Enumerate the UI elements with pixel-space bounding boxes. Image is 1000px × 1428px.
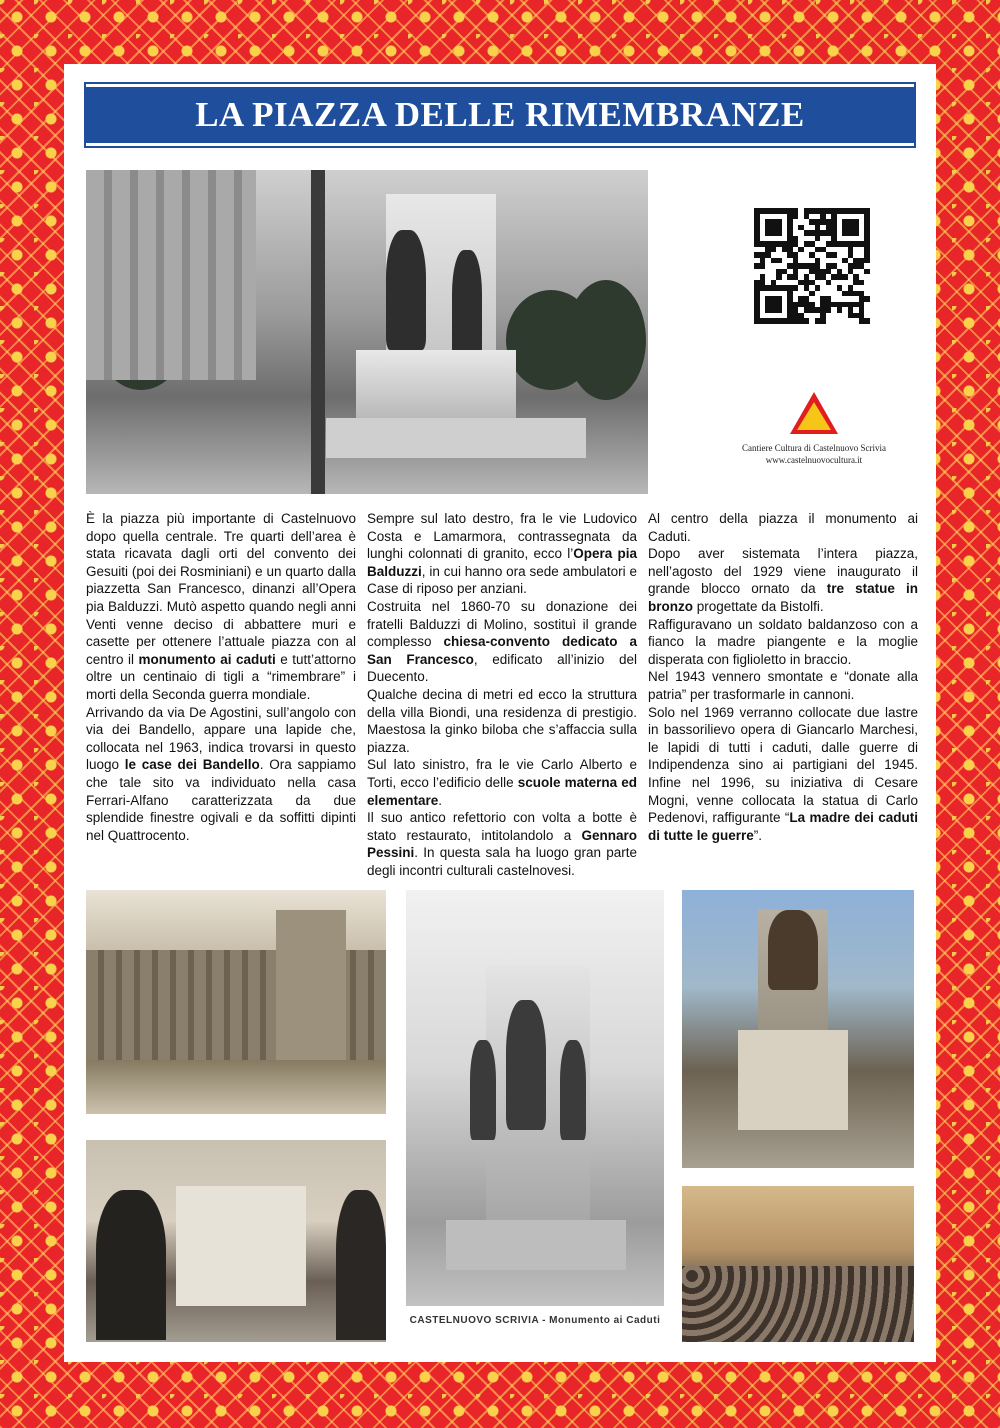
bold-text: Opera pia Balduzzi	[367, 546, 637, 579]
paragraph: Solo nel 1969 verranno collocate due lastre in bassorilievo opera di Giancarlo Marchesi, le lapidi di tutti i caduti, dalle guerre di Indipendenza sino ai partigiani del 1945. Infine nel 1996, su iniziativa di Cesare Mogni, venne collocata la statua di Carlo Pedenovi, raffigurante “La madre dei caduti di tutte le guerre”.	[648, 704, 918, 843]
cantiere-cultura-logo	[724, 392, 904, 466]
warning-triangle-icon	[790, 392, 838, 434]
text-column-1	[86, 510, 356, 844]
sala-pessini-audience-photo	[682, 1186, 914, 1342]
paragraph: Sempre sul lato destro, fra le vie Ludovico Costa e Lamarmora, contrassegnata da lunghi colonnati di granito, ecco l’Opera pia Balduzzi, in cui hanno ora sede ambulatori e Case di riposo per anziani.	[367, 511, 637, 597]
bold-text: Gennaro Pessini	[367, 827, 637, 861]
paragraph: Costruita nel 1860-70 su donazione dei fratelli Balduzzi di Molino, sostituì il grande complesso chiesa-convento dedicato a San Francesco, edificato all’inizio del Duecento.	[367, 598, 637, 685]
bold-text: le case dei Bandello	[124, 757, 260, 773]
bold-text: chiesa-convento dedicato a San Francesco	[367, 634, 637, 667]
plaques-ceremony-photo	[86, 1140, 386, 1342]
paragraph: Arrivando da via De Agostini, sull’angolo con via dei Bandello, appare una lapide che, collocata nel 1963, indica trovarsi in questo luogo le case dei Bandello. Ora sappiamo che tale sito va individuato nella casa Ferrari-Alfano caratterizzata da due splendide finestre ogivali e da soffitti dipinti nel Quattrocento.	[86, 704, 356, 843]
bold-text: scuole materna ed elementare	[367, 774, 637, 808]
paragraph: Raffiguravano un soldato baldanzoso con a fianco la madre piangente e la moglie disperata con figlioletto in braccio.	[648, 616, 918, 667]
paragraph: Dopo aver sistemata l’intera piazza, nell’agosto del 1929 viene inaugurato il grande blocco ornato da tre statue in bronzo progettate da Bistolfi.	[648, 546, 918, 614]
main-monument-photo	[86, 170, 648, 494]
paragraph: È la piazza più importante di Castelnuovo dopo quella centrale. Tre quarti dell’area è stata ricavata dagli orti del convento dei Gesuiti (poi dei Rosminiani) e un quarto dalla piazzetta San Francesco, dinanzi all’Opera pia Balduzzi. Mutò aspetto quando negli anni Venti venne deciso di abbattere muri e casette per ottenere l’attuale piazza con al centro il monumento ai caduti e tutt’attorno oltre un centinaio di tigli a “rimembrare” i morti della Seconda guerra mondiale.	[86, 511, 356, 702]
text-column-3	[648, 510, 918, 844]
paragraph: Nel 1943 vennero smontate e “donate alla patria” per trasformarle in cannoni.	[648, 669, 918, 702]
poster-panel	[64, 64, 936, 1362]
opera-pia-balduzzi-photo	[86, 890, 386, 1114]
paragraph: Il suo antico refettorio con volta a botte è stato restaurato, intitolandolo a Gennaro Pessini. In questa sala ha luogo gran parte degli incontri culturali castelnovesi.	[367, 810, 637, 878]
paragraph: Al centro della piazza il monumento ai Caduti.	[648, 511, 918, 544]
qr-code-icon[interactable]	[754, 208, 870, 324]
bold-text: La madre dei caduti di tutte le guerre	[648, 810, 918, 843]
page-title: LA PIAZZA DELLE RIMEMBRANZE	[86, 84, 914, 146]
logo-website[interactable]: www.castelnuovocultura.it	[765, 455, 863, 465]
bold-text: monumento ai caduti	[138, 651, 276, 667]
bold-text: tre statue in bronzo	[648, 581, 918, 614]
text-column-2	[367, 510, 637, 879]
paragraph: Qualche decina di metri ed ecco la struttura della villa Biondi, una residenza di prestigio. Maestosa la ginko biloba che s’affaccia sulla piazza.	[367, 686, 637, 755]
postcard-caption: CASTELNUOVO SCRIVIA - Monumento ai Caduti	[406, 1306, 664, 1334]
current-monument-photo	[682, 890, 914, 1168]
postcard-monument-photo	[406, 890, 664, 1334]
paragraph: Sul lato sinistro, fra le vie Carlo Alberto e Torti, ecco l’edificio delle scuole materna ed elementare.	[367, 757, 637, 808]
logo-org-name: Cantiere Cultura di Castelnuovo Scrivia	[742, 443, 886, 453]
